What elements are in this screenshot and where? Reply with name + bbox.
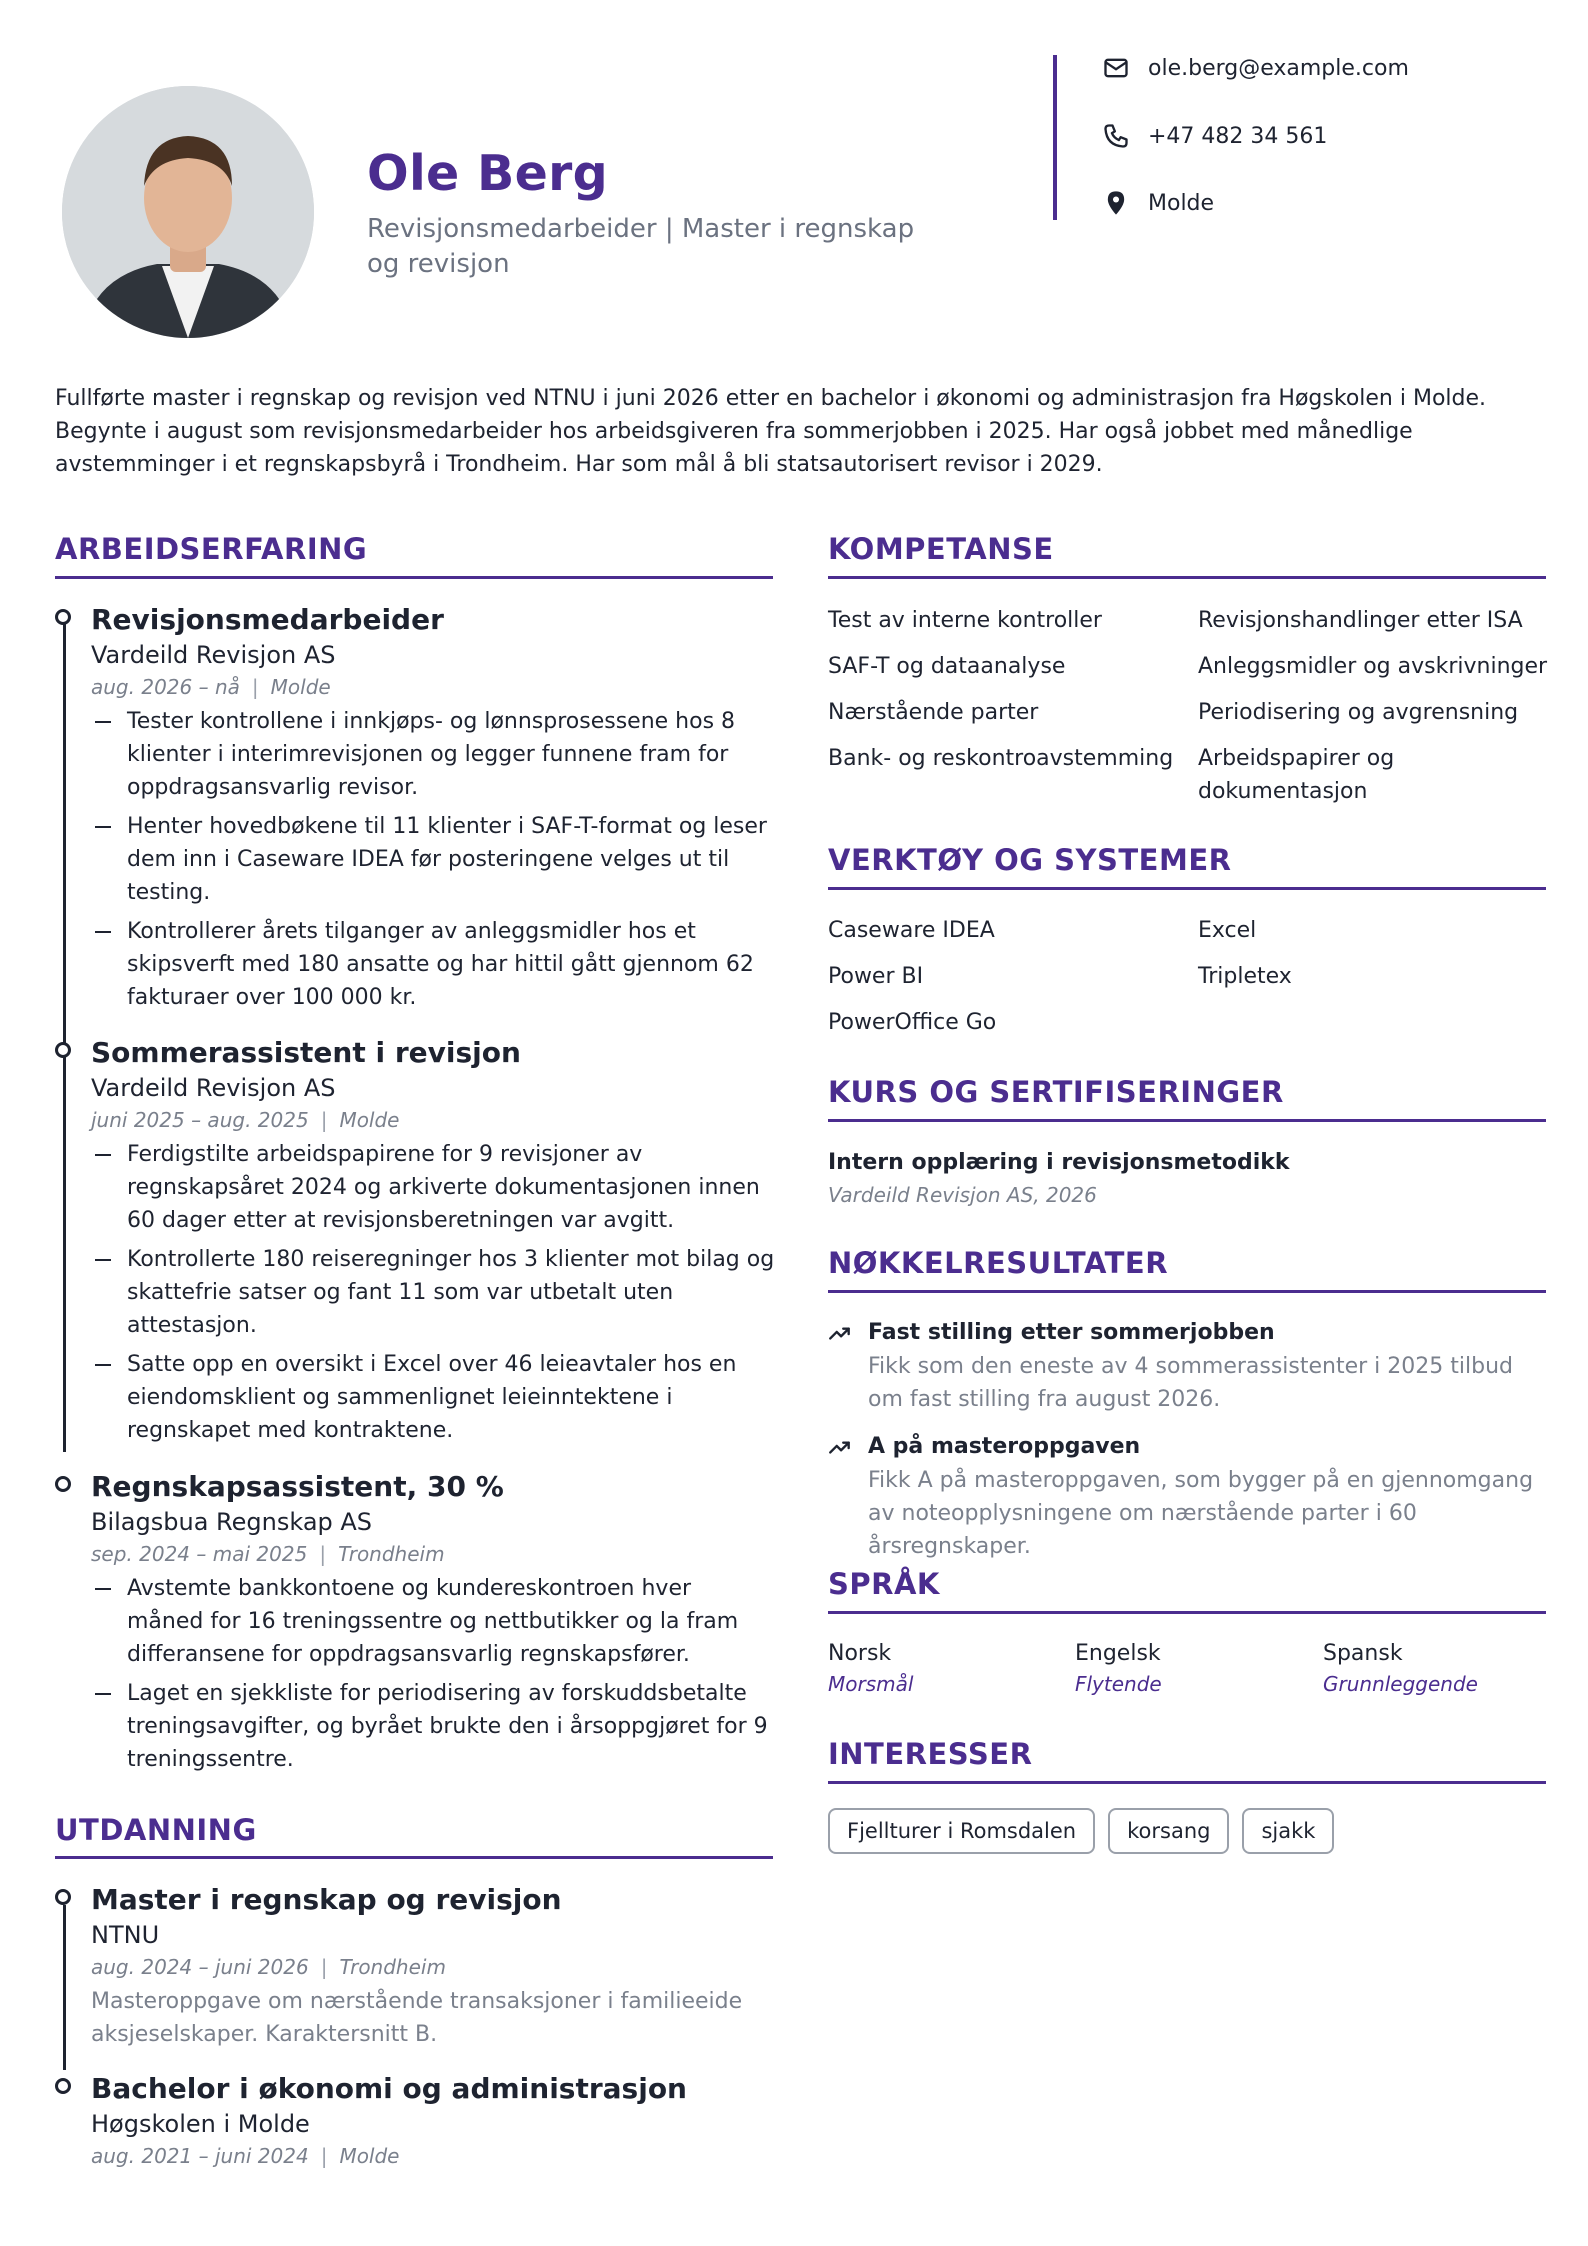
section-title-courses: KURS OG SERTIFISERINGER: [828, 1075, 1284, 1109]
section-title-tools: VERKTØY OG SYSTEMER: [828, 843, 1232, 877]
skill-item: Anleggsmidler og avskrivninger: [1198, 654, 1548, 679]
section-title-competence: KOMPETANSE: [828, 532, 1054, 566]
education-note: Masteroppgave om nærstående transaksjoner i familieeide aksjeselskaper. Karaktersnitt B.: [91, 1989, 743, 2047]
job-place: Molde: [339, 1108, 400, 1132]
mail-icon: [1102, 54, 1130, 82]
section-rule: [828, 887, 1546, 890]
course-title: Intern opplæring i revisjonsmetodikk: [828, 1150, 1290, 1175]
section-title-results: NØKKELRESULTATER: [828, 1246, 1169, 1280]
profile-summary: Fullførte master i regnskap og revisjon ved NTNU i juni 2026 etter en bachelor i økonomi og administrasjon fra Høgskolen i Molde. Begynte i august som revisjonsmedarbeider hos arbeidsgiveren fra sommerjobben i 2025. Har også jobbet med månedlige avstemminger i et regnskapsbyrå i Trondheim. Har som mål å bli statsautorisert revisor i 2029.: [55, 386, 1487, 477]
education-title: Bachelor i økonomi og administrasjon: [91, 2072, 687, 2105]
bullet-item: Satte opp en oversikt i Excel over 46 leieavtaler hos en eiendomsklient og sammenlignet leieinntektene i regnskapet med kontraktene.: [91, 1348, 781, 1447]
timeline-dot: [55, 1476, 71, 1492]
job-meta: aug. 2026 – nå | Molde: [91, 675, 331, 699]
timeline-line: [63, 1905, 66, 2070]
trending-up-icon: [827, 1434, 853, 1460]
job-title: Revisjonsmedarbeider: [91, 603, 444, 636]
bullet-item: Kontrollerer årets tilganger av anleggsmidler hos et skipsverft med 180 ansatte og har hittil gått gjennom 62 fakturaer over 100 000 kr.: [91, 915, 771, 1014]
job-meta: sep. 2024 – mai 2025 | Trondheim: [91, 1542, 445, 1566]
tool-item: PowerOffice Go: [828, 1010, 997, 1035]
job-period: sep. 2024 – mai 2025: [91, 1542, 308, 1566]
interest-tag: korsang: [1108, 1808, 1229, 1854]
job-bullets: [91, 705, 771, 1020]
section-title-interests: INTERESSER: [828, 1737, 1033, 1771]
job-bullets: [91, 1572, 771, 1782]
language-level: Flytende: [1075, 1672, 1162, 1696]
skill-item: Test av interne kontroller: [828, 608, 1102, 633]
contact-email[interactable]: [1102, 54, 1409, 82]
section-title-languages: SPRÅK: [828, 1567, 940, 1601]
education-place: Molde: [339, 2144, 400, 2168]
result-title: A på masteroppgaven: [868, 1434, 1141, 1459]
timeline-dot: [55, 1042, 71, 1058]
contact-location: [1102, 189, 1214, 217]
timeline-dot: [55, 2078, 71, 2094]
skill-item: Periodisering og avgrensning: [1198, 700, 1519, 725]
language-level: Morsmål: [828, 1672, 914, 1696]
section-title-education: UTDANNING: [55, 1813, 257, 1847]
timeline-line: [63, 624, 66, 1452]
job-place: Trondheim: [338, 1542, 445, 1566]
job-period: aug. 2026 – nå: [91, 675, 240, 699]
job-title: Sommerassistent i revisjon: [91, 1036, 521, 1069]
headline: Revisjonsmedarbeider | Master i regnskap og revisjon: [367, 214, 915, 279]
education-place: Trondheim: [339, 1955, 446, 1979]
skill-item: Arbeidspapirer og dokumentasjon: [1198, 746, 1395, 804]
timeline-dot: [55, 609, 71, 625]
interest-tag: sjakk: [1242, 1808, 1334, 1854]
job-period: juni 2025 – aug. 2025: [91, 1108, 309, 1132]
education-meta: aug. 2021 – juni 2024 | Molde: [91, 2144, 400, 2168]
profile-photo: [62, 86, 314, 338]
tool-item: Power BI: [828, 964, 924, 989]
section-rule: [828, 1611, 1546, 1614]
education-period: aug. 2021 – juni 2024: [91, 2144, 309, 2168]
bullet-item: Avstemte bankkontoene og kundereskontroen hver måned for 16 treningssentre og nettbutikker og la fram differansene for oppdragsansvarlig regnskapsfører.: [91, 1572, 771, 1671]
job-org: Vardeild Revisjon AS: [91, 1074, 336, 1102]
course-provider: Vardeild Revisjon AS, 2026: [828, 1183, 1097, 1207]
result-title: Fast stilling etter sommerjobben: [868, 1320, 1275, 1345]
bullet-item: Henter hovedbøkene til 11 klienter i SAF-T-format og leser dem inn i Caseware IDEA før posteringene velges ut til testing.: [91, 810, 771, 909]
contact-phone[interactable]: [1102, 122, 1327, 150]
education-meta: aug. 2024 – juni 2026 | Trondheim: [91, 1955, 446, 1979]
section-rule: [828, 1290, 1546, 1293]
email-text: ole.berg@example.com: [1148, 55, 1409, 81]
education-period: aug. 2024 – juni 2026: [91, 1955, 309, 1979]
result-description: Fikk som den eneste av 4 sommerassistenter i 2025 tilbud om fast stilling fra august 2026.: [868, 1354, 1513, 1412]
education-school: NTNU: [91, 1921, 160, 1949]
interest-tags: [828, 1808, 1334, 1854]
education-title: Master i regnskap og revisjon: [91, 1883, 562, 1916]
section-rule: [828, 576, 1546, 579]
job-meta: juni 2025 – aug. 2025 | Molde: [91, 1108, 400, 1132]
bullet-item: Laget en sjekkliste for periodisering av forskuddsbetalte treningsavgifter, og byrået brukte den i årsoppgjøret for 9 treningssentre.: [91, 1677, 771, 1776]
tool-item: Tripletex: [1198, 964, 1292, 989]
language-name: Norsk: [828, 1641, 892, 1666]
job-bullets: [91, 1138, 781, 1453]
job-title: Regnskapsassistent, 30 %: [91, 1470, 504, 1503]
job-org: Bilagsbua Regnskap AS: [91, 1508, 373, 1536]
bullet-item: Ferdigstilte arbeidspapirene for 9 revisjoner av regnskapsåret 2024 og arkiverte dokumentasjonen innen 60 dager etter at revisjonsberetningen var avgitt.: [91, 1138, 781, 1237]
job-place: Molde: [270, 675, 331, 699]
skill-item: Bank- og reskontroavstemming: [828, 746, 1174, 771]
trending-up-icon: [827, 1320, 853, 1346]
section-rule: [55, 1856, 773, 1859]
section-rule: [828, 1119, 1546, 1122]
bullet-item: Kontrollerte 180 reiseregninger hos 3 klienter mot bilag og skattefrie satser og fant 11 som var utbetalt uten attestasjon.: [91, 1243, 781, 1342]
timeline-dot: [55, 1889, 71, 1905]
language-name: Spansk: [1323, 1641, 1403, 1666]
tool-item: Caseware IDEA: [828, 918, 995, 943]
interest-tag: Fjellturer i Romsdalen: [828, 1808, 1095, 1854]
education-school: Høgskolen i Molde: [91, 2110, 310, 2138]
skill-item: Revisjonshandlinger etter ISA: [1198, 608, 1523, 633]
skill-item: SAF-T og dataanalyse: [828, 654, 1066, 679]
location-text: Molde: [1148, 190, 1215, 216]
section-rule: [828, 1781, 1546, 1784]
candidate-name: Ole Berg: [367, 145, 608, 202]
result-description: Fikk A på masteroppgaven, som bygger på en gjennomgang av noteopplysningene om nærstående parter i 60 årsregnskaper.: [868, 1468, 1534, 1559]
section-rule: [55, 576, 773, 579]
job-org: Vardeild Revisjon AS: [91, 641, 336, 669]
phone-text: +47 482 34 561: [1148, 123, 1328, 149]
skill-item: Nærstående parter: [828, 700, 1039, 725]
phone-icon: [1102, 122, 1130, 150]
contact-divider: [1053, 55, 1057, 220]
language-name: Engelsk: [1075, 1641, 1161, 1666]
bullet-item: Tester kontrollene i innkjøps- og lønnsprosessene hos 8 klienter i interimrevisjonen og legger funnene fram for oppdragsansvarlig revisor.: [91, 705, 771, 804]
tool-item: Excel: [1198, 918, 1257, 943]
section-title-experience: ARBEIDSERFARING: [55, 532, 368, 566]
map-pin-icon: [1102, 189, 1130, 217]
language-level: Grunnleggende: [1323, 1672, 1478, 1696]
